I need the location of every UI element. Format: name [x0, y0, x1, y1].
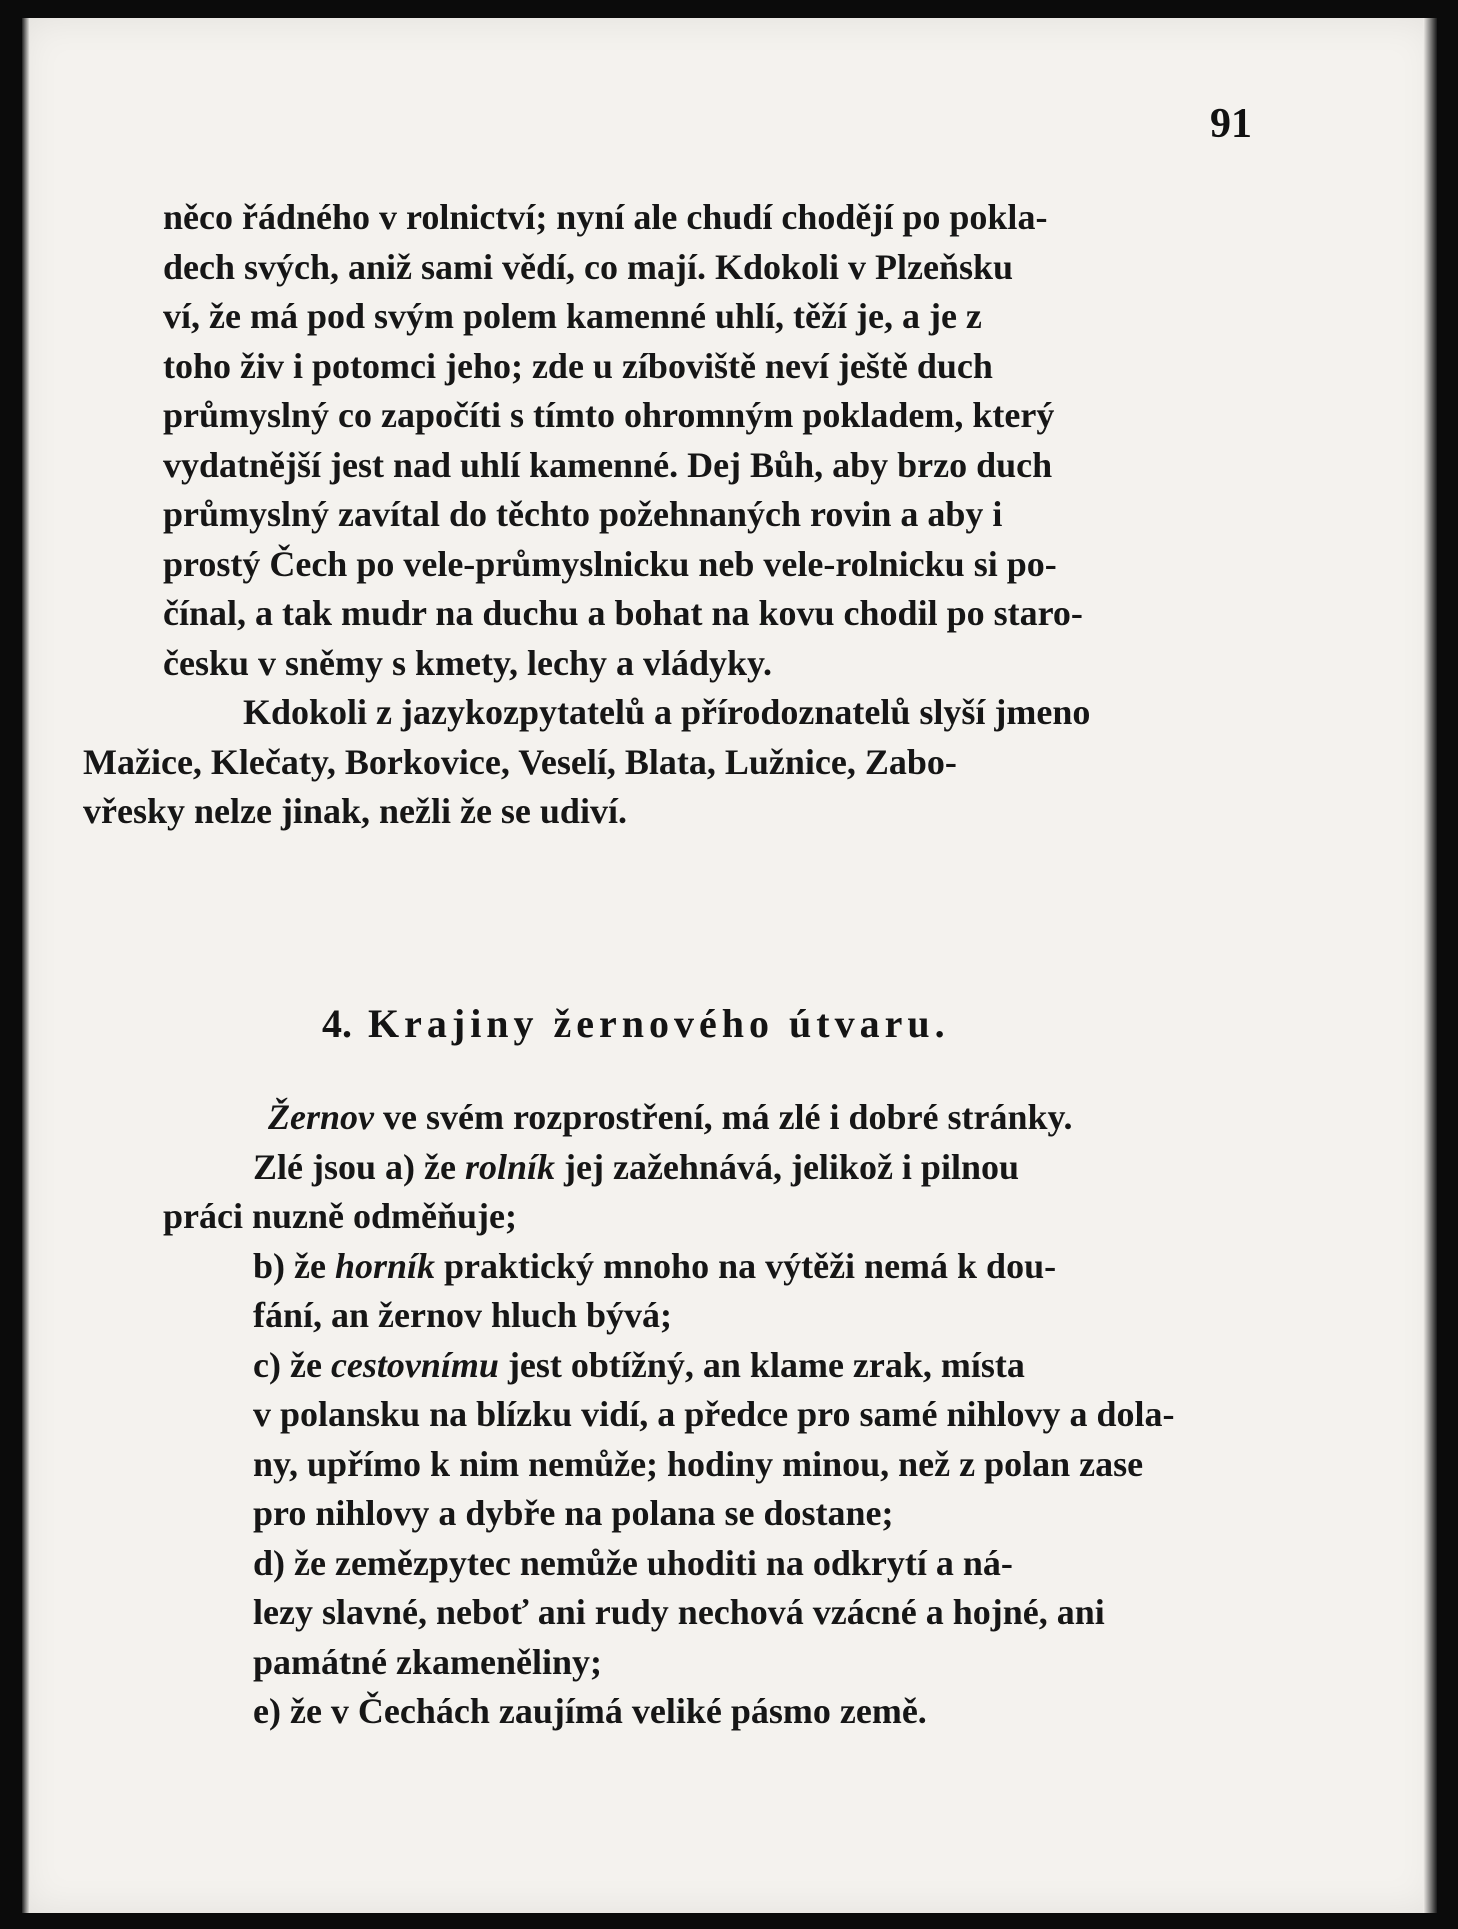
page-number: 91: [1210, 101, 1252, 147]
text-line: průmyslný co započíti s tímto ohromným pokladem, který: [163, 395, 1055, 435]
item-c: [163, 1341, 1263, 1539]
text-line: česku v sněmy s kmety, lechy a vládyky.: [163, 642, 773, 683]
text-line: ny, upřímo k nim nemůže; hodiny minou, než z polan zase: [253, 1443, 1144, 1484]
item-d: [163, 1539, 1263, 1688]
item-a: [163, 1143, 1263, 1242]
text-line: toho živ i potomci jeho; zde u zíboviště neví ještě duch: [163, 345, 993, 386]
text-span: ve svém rozprostření, má zlé i dobré stránky.: [373, 1097, 1073, 1137]
text-span: b) že: [253, 1245, 335, 1286]
text-span: praktický mnoho na výtěži nemá k dou-: [435, 1245, 1057, 1286]
item-b: [163, 1242, 1263, 1341]
text-line: Kdokoli z jazykozpytatelů a přírodoznatelů slyší jmeno: [243, 692, 1091, 732]
text-span: c) že: [253, 1344, 331, 1385]
page-edge-shadow: [1423, 18, 1437, 1913]
text-line: fání, an žernov hluch bývá;: [253, 1295, 673, 1335]
section-number: 4.: [322, 1001, 352, 1046]
section-title: Krajiny žernového útvaru.: [368, 1001, 950, 1046]
italic-term: Žernov: [268, 1097, 374, 1137]
body-text: [83, 193, 1263, 837]
text-line: lezy slavné, neboť ani rudy nechová vzácné a hojné, ani: [253, 1592, 1105, 1632]
text-span: Zlé jsou a) že: [253, 1146, 465, 1187]
italic-term: cestovnímu: [330, 1344, 499, 1385]
item-e: [163, 1687, 1263, 1737]
text-line: průmyslný zavítal do těchto požehnaných rovin a aby i: [163, 494, 1003, 534]
text-span: jest obtížný, an klame zrak, místa: [498, 1344, 1025, 1385]
italic-term: rolník: [464, 1146, 556, 1187]
text-line: dech svých, aniž sami vědí, co mají. Kdokoli v Plzeňsku: [163, 246, 1014, 287]
text-line: pro nihlovy a dybře na polana se dostane;: [253, 1493, 894, 1533]
text-line: něco řádného v rolnictví; nyní ale chudí chodějí po pokla-: [163, 197, 1048, 237]
text-line: vřesky nelze jinak, nežli že se udiví.: [83, 791, 627, 831]
paragraph-2: [83, 688, 1263, 837]
text-line: práci nuzně odměňuje;: [163, 1196, 517, 1236]
page-gutter-shadow: [22, 18, 30, 1913]
section-body: [163, 1093, 1263, 1737]
text-span: jej zažehnává, jelikož i pilnou: [555, 1146, 1019, 1187]
text-line: památné zkameněliny;: [253, 1641, 602, 1682]
text-line: ví, že má pod svým polem kamenné uhlí, těží je, a je z: [163, 296, 982, 336]
italic-term: horník: [334, 1245, 436, 1286]
paragraph-1: [163, 193, 1263, 688]
text-line: v polansku na blízku vidí, a předce pro samé nihlovy a dola-: [253, 1394, 1175, 1434]
section-intro: [163, 1093, 1263, 1143]
text-line: čínal, a tak mudr na duchu a bohat na kovu chodil po staro-: [163, 593, 1083, 633]
section-heading: [322, 1000, 950, 1047]
text-line: prostý Čech po vele-průmyslnicku neb vele-rolnicku si po-: [163, 543, 1057, 584]
book-page: [22, 18, 1437, 1913]
text-span: e) že v Čechách zaujímá veliké pásmo země.: [253, 1691, 927, 1731]
text-line: vydatnější jest nad uhlí kamenné. Dej Bůh, aby brzo duch: [163, 444, 1053, 485]
text-line: Mažice, Klečaty, Borkovice, Veselí, Blata, Lužnice, Zabo-: [83, 741, 957, 782]
text-span: d) že zemězpytec nemůže uhoditi na odkrytí a ná-: [253, 1542, 1013, 1583]
